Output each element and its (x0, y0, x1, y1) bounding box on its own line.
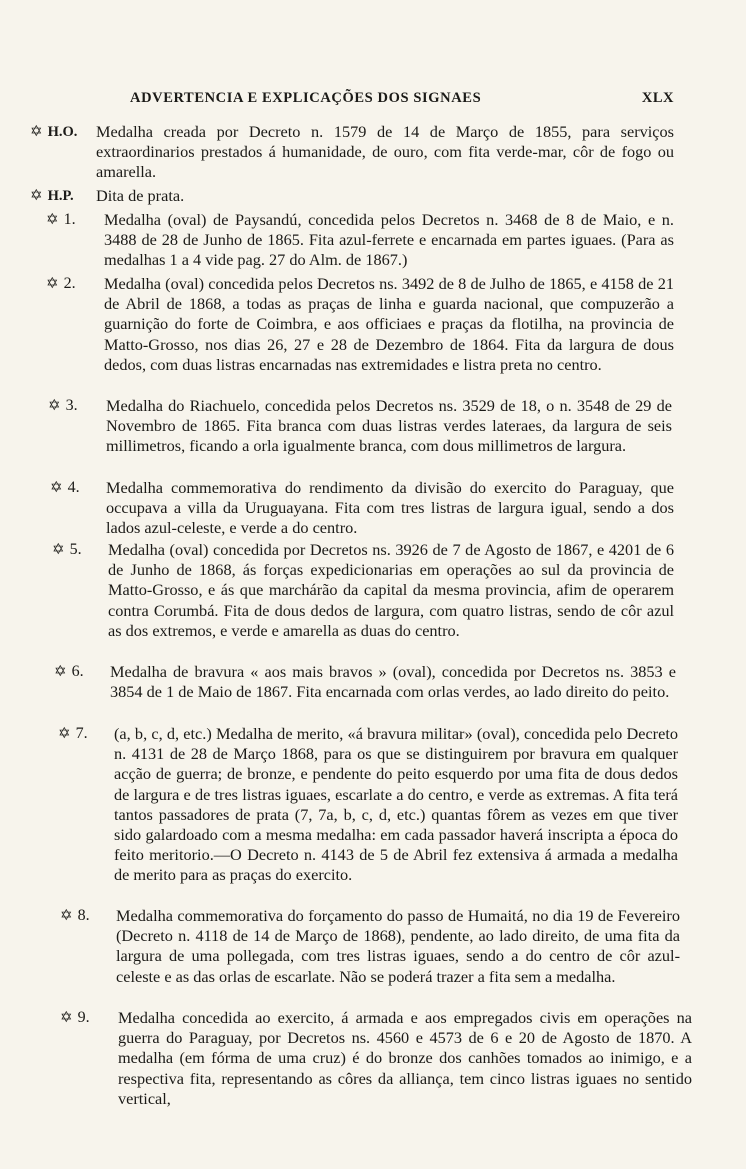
entry-marker: ✡ 5. (52, 541, 82, 558)
entry-marker: ✡ 6. (54, 663, 84, 680)
entry-text: Medalha do Riachuelo, concedida pelos Decretos ns. 3529 de 18, o n. 3548 de 29 de Novembro de 1865. Fita branca com duas listras verdes lateraes, da largura de seis millimetros, ficando a orla igualmente branca, com dous millimetros de largura. (106, 396, 672, 456)
entry-medal-5 (52, 540, 674, 662)
entry-medal-1 (46, 210, 674, 274)
star-of-david-icon: ✡ (50, 480, 63, 496)
star-of-david-icon: ✡ (30, 124, 43, 140)
entry-text: Medalha concedida ao exercito, á armada e aos empregados civis em operações na guerra do Paraguay, por Decretos ns. 4560 e 4573 de 6 e 20 de Agosto de 1870. A medalha (em fórma de uma cruz) é do bronze dos canhões tomados ao inimigo, e a respectiva fita, representando as côres da alliança, tem cinco listras iguaes no sentido vertical, (118, 1008, 692, 1108)
star-of-david-icon: ✡ (58, 726, 71, 742)
entry-text: Medalha (oval) concedida por Decretos ns. 3926 de 7 de Agosto de 1867, e 4201 de 6 de Junho de 1868, ás forças expedicionarias em operações ao sul da provincia de Matto-Grosso, e ás que marchárão da capital da mesma provincia, afim de operarem contra Corumbá. Fita de dous dedos de largura, com quatro listras, sendo de côr azul as dos extremos, e verde e amarella as duas do centro. (108, 540, 674, 640)
entry-marker: ✡ H.P. (30, 188, 74, 204)
entry-marker: ✡ 4. (50, 479, 80, 496)
star-of-david-icon: ✡ (60, 1010, 73, 1026)
running-title: ADVERTENCIA E EXPLICAÇÕES DOS SIGNAES (130, 90, 482, 106)
entry-text: Medalha (oval) de Paysandú, concedida pelos Decretos n. 3468 de 8 de Maio, e n. 3488 de 28 de Junho de 1865. Fita azul-ferrete e encarnada em partes iguaes. (Para as medalhas 1 a 4 vide pag. 27 do Alm. de 1867.) (104, 210, 674, 270)
entry-text: Dita de prata. (96, 186, 185, 205)
star-of-david-icon: ✡ (46, 276, 59, 292)
page-header (0, 90, 746, 112)
entry-honor-gold (30, 122, 674, 186)
entry-medal-6 (54, 662, 676, 724)
star-of-david-icon: ✡ (46, 212, 59, 228)
star-of-david-icon: ✡ (30, 188, 43, 204)
entry-marker: ✡ 7. (58, 725, 88, 742)
entry-marker: ✡ 2. (46, 275, 76, 292)
entry-text: Medalha commemorativa do forçamento do passo de Humaitá, no dia 19 de Fevereiro (Decreto n. 4118 de 14 de Março de 1868), pendente, ao lado direito, de uma fita da largura de uma pollegada, com tres listras iguaes, sendo a do centro de côr azul-celeste e as das orlas de escarlate. Não se poderá trazer a fita sem a medalha. (116, 906, 680, 986)
star-of-david-icon: ✡ (54, 664, 67, 680)
entry-medal-4 (50, 478, 674, 540)
entry-marker: ✡ 8. (60, 907, 90, 924)
entry-medal-3 (48, 396, 672, 478)
entry-marker: ✡ H.O. (30, 124, 78, 140)
star-of-david-icon: ✡ (60, 908, 73, 924)
entry-text: Medalha (oval) concedida pelos Decretos ns. 3492 de 8 de Julho de 1865, e 4158 de 21 de Abril de 1868, a todas as praças de linha e guarda nacional, que compuzerão a guarnição do forte de Coimbra, e aos officiaes e praças da flotilha, na provincia de Matto-Grosso, nos dias 26, 27 e 28 de Dezembro de 1864. Fita da largura de dous dedos, com duas listras encarnadas nas extremidades e listra preta no centro. (104, 274, 674, 374)
entry-list (0, 122, 746, 1110)
entry-medal-9 (60, 1008, 692, 1110)
entry-medal-8 (60, 906, 680, 1008)
star-of-david-icon: ✡ (48, 398, 61, 414)
entry-honor-silver (30, 186, 674, 210)
entry-medal-2 (46, 274, 674, 396)
entry-text: Medalha commemorativa do rendimento da divisão do exercito do Paraguay, que occupava a villa da Uruguayana. Fita com tres listras de largura igual, sendo a dos lados azul-celeste, e verde a do centro. (106, 478, 674, 538)
entry-marker: ✡ 3. (48, 397, 78, 414)
entry-medal-7 (58, 724, 678, 906)
star-of-david-icon: ✡ (52, 542, 65, 558)
entry-text: Medalha creada por Decreto n. 1579 de 14 de Março de 1855, para serviços extraordinarios prestados á humanidade, de ouro, com fita verde-mar, côr de fogo ou amarella. (96, 122, 674, 182)
entry-text: (a, b, c, d, etc.) Medalha de merito, «á bravura militar» (oval), concedida pelo Decreto n. 4131 de 28 de Março 1868, para os que se distinguirem por bravura em qualquer acção de guerra; de bronze, e pendente do peito esquerdo por uma fita de dous dedos de largura e de tres listras iguaes, escarlate a do centro, e verde as extremas. A fita terá tantos passadores de prata (7, 7a, b, c, d, etc.) quantas fôrem as vezes em que tiver sido galardoado com a mesma medalha: em cada passador haverá inscripta a época do feito meritorio.—O Decreto n. 4143 de 5 de Abril fez extensiva á armada a medalha de merito para as praças do exercito. (114, 724, 678, 885)
entry-marker: ✡ 1. (46, 211, 76, 228)
page-number: XLX (641, 90, 674, 106)
entry-text: Medalha de bravura « aos mais bravos » (oval), concedida por Decretos ns. 3853 e 3854 de 1 de Maio de 1867. Fita encarnada com orlas verdes, ao lado direito do peito. (110, 662, 676, 702)
entry-marker: ✡ 9. (60, 1009, 90, 1026)
